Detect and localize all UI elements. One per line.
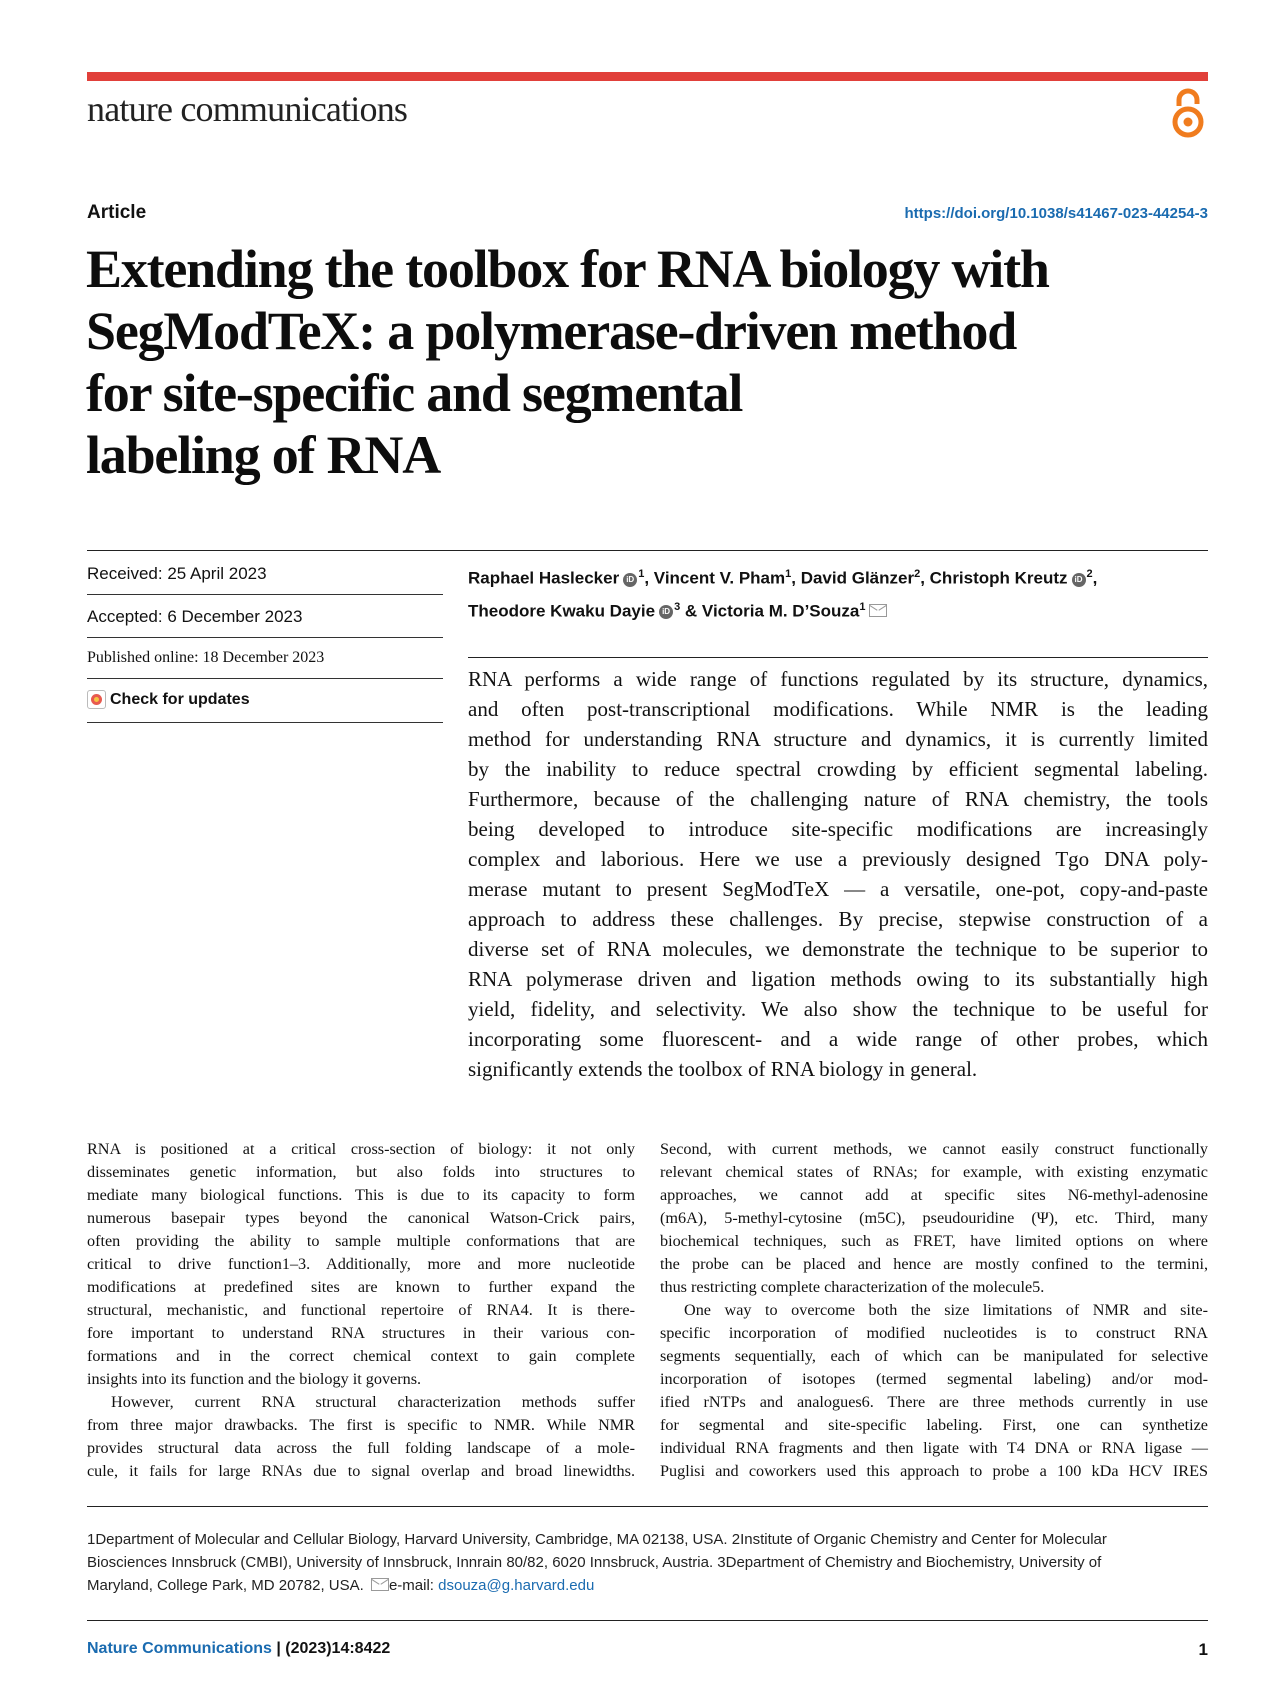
- journal-color-bar: [87, 72, 1208, 81]
- author-name[interactable]: Victoria M. D’Souza: [701, 601, 860, 621]
- divider: [87, 550, 1208, 551]
- title-line: SegModTeX: a polymerase-driven method: [86, 301, 1017, 361]
- footer-citation: [87, 1640, 390, 1658]
- body-column-right: Second, with current methods, we cannot easily construct functionally relevant chemical states of RNAs; for example, with existing enzymatic approaches, we cannot add at specific sites N6-methyl-adenosine (m6A), 5-methyl-cytosine (m5C), pseudouridine (Ψ), etc. Third, many biochemical techniques, such as FRET, have limited options on where the probe can be placed and hence are mostly confined to the termini, thus restricting complete characterization of the molecule5. One way to overcome both the size limitations of NMR and site- specific incorporation of modified nucleotides is to construct RNA segments sequentially, each of which can be manipulated for selective incorporation of isotopes (termed segmental labeling) and/or mod- ified rNTPs and analogues6. There are three methods currently in use for segmental and site-specific labeling. First, one can synthetize individual RNA fragments and then ligate with T4 DNA or RNA ligase — Puglisi and coworkers used this approach to probe a 100 kDa HCV IRES: [660, 1140, 1208, 1480]
- affiliations-footnote: 1Department of Molecular and Cellular Biology, Harvard University, Cambridge, MA 02138, USA. 2Institute of Organic Chemistry and Center for Molecular Biosciences Innsbruck (CMBI), University of Innsbruck, Innrain 80/82, 6020 Innsbruck, Austria. 3Department of Chemistry and Biochemistry, University of Maryland, College Park, MD 20782, USA. e-mail: dsouza@g.harvard.edu: [87, 1531, 1107, 1594]
- divider: [87, 722, 443, 723]
- article-type: Article: [87, 202, 147, 223]
- author-list: [468, 560, 1208, 625]
- divider: [468, 657, 1208, 658]
- author-row: Raphael Haslecker iD $^1$, Vincent V. Pham$^1$, David Glänzer$^2$, Christoph Kreutz iD $^2$,: [468, 568, 1098, 588]
- divider: [87, 1620, 1208, 1621]
- author-name[interactable]: Vincent V. Pham: [653, 568, 786, 588]
- footer-volume: | (2023)14:8422: [271, 1640, 391, 1657]
- open-access-icon: [1168, 86, 1208, 140]
- crossmark-icon: [87, 690, 106, 709]
- check-updates-button[interactable]: [87, 690, 250, 709]
- journal-name: nature communications: [87, 89, 408, 129]
- title-line: Extending the toolbox for RNA biology with: [86, 239, 1049, 299]
- body-column-left: RNA is positioned at a critical cross-section of biology: it not only disseminates genetic information, but also folds into structures to mediate many biological functions. This is due to its capacity to form numerous basepair types beyond the canonical Watson-Crick pairs, often providing the ability to sample multiple conformations that are critical to drive function1–3. Additionally, more and more nucleotide modifications at predefined sites are known to further expand the structural, mechanistic, and functional repertoire of RNA4. It is there- fore important to understand RNA structures in their various con- formations and in the correct chemical context to gain complete insights into its function and the biology it governs. However, current RNA structural characterization methods suffer from three major drawbacks. The first is specific to NMR. While NMR provides structural data across the full folding landscape of a mole- cule, it fails for large RNAs due to signal overlap and broad linewidths.: [87, 1140, 635, 1480]
- title-line: labeling of RNA: [86, 425, 441, 485]
- orcid-icon[interactable]: iD: [623, 573, 637, 587]
- author-name[interactable]: Christoph Kreutz: [929, 568, 1068, 588]
- author-name[interactable]: Raphael Haslecker: [468, 568, 620, 588]
- page-number: 1: [1198, 1640, 1208, 1659]
- author-name[interactable]: Theodore Kwaku Dayie: [468, 601, 656, 621]
- email-icon[interactable]: [869, 604, 887, 617]
- published-date: Published online: 18 December 2023: [87, 649, 325, 666]
- abstract: RNA performs a wide range of functions regulated by its structure, dynamics, and often post-transcriptional modifications. While NMR is the leading method for understanding RNA structure and dynamics, it is currently limited by the inability to reduce spectral crowding by efficient segmental labeling. Furthermore, because of the challenging nature of RNA chemistry, the tools being developed to introduce site-specific modifications are increasingly complex and laborious. Here we use a previously designed Tgo DNA poly- merase mutant to present SegModTeX — a versatile, one-pot, copy-and-paste approach to address these challenges. By precise, stepwise construction of a diverse set of RNA molecules, we demonstrate the technique to be superior to RNA polymerase driven and ligation methods owing to its substantially high yield, fidelity, and selectivity. We also show the technique to be useful for incorporating some fluorescent- and a wide range of other probes, which significantly extends the toolbox of RNA biology in general.: [468, 667, 1208, 1081]
- author-name[interactable]: David Glänzer: [800, 568, 915, 588]
- divider: [87, 1506, 1208, 1507]
- doi-link[interactable]: https://doi.org/10.1038/s41467-023-44254-3: [904, 205, 1208, 222]
- email-icon: [371, 1578, 389, 1591]
- title-line: for site-specific and segmental: [86, 363, 743, 423]
- footer-journal[interactable]: Nature Communications: [87, 1640, 272, 1657]
- accepted-date: Accepted: 6 December 2023: [87, 607, 303, 626]
- divider: [87, 637, 443, 638]
- received-date: Received: 25 April 2023: [87, 564, 267, 583]
- divider: [87, 594, 443, 595]
- check-updates-label: Check for updates: [110, 690, 250, 708]
- article-title: [86, 238, 1226, 486]
- email-link[interactable]: dsouza@g.harvard.edu: [438, 1577, 595, 1594]
- orcid-icon[interactable]: iD: [659, 605, 673, 619]
- divider: [87, 678, 443, 679]
- author-row: Theodore Kwaku Dayie iD $^3$ & Victoria M. D’Souza$^1$: [468, 593, 1208, 626]
- orcid-icon[interactable]: iD: [1072, 573, 1086, 587]
